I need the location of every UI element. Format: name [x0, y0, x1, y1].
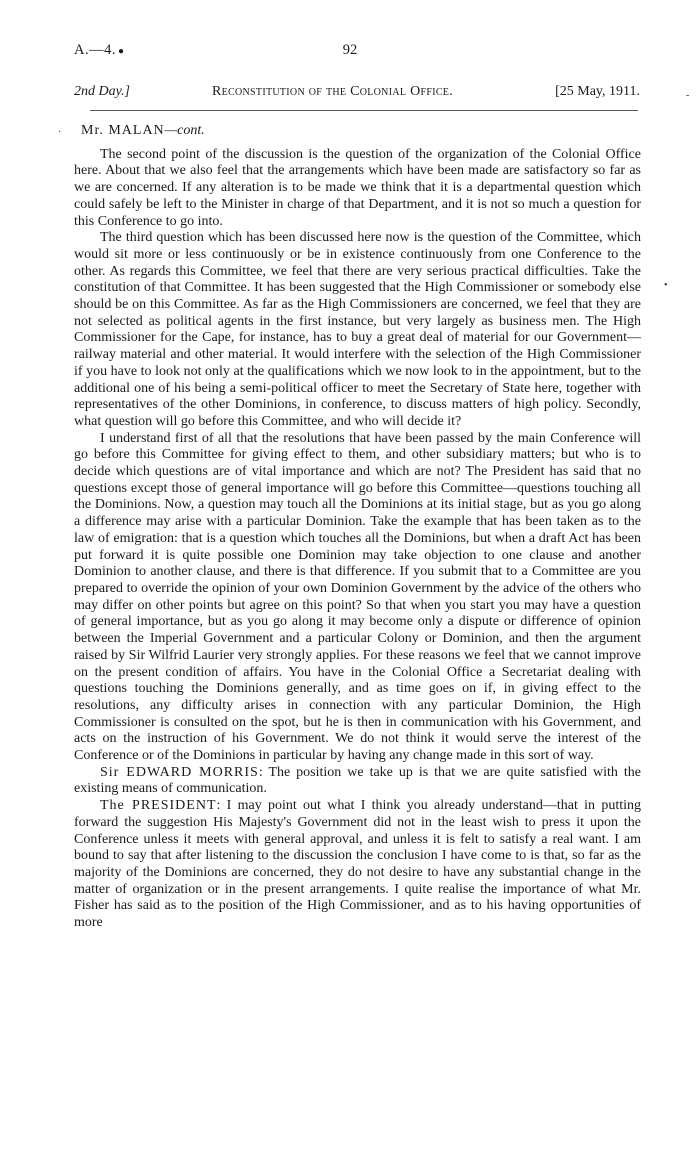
document-body [74, 123, 641, 932]
paragraph: I understand first of all that the resolutions that have been passed by the main Conference will go before this Committee for giving effect to them, and other subsidiary matters; but who is to decide which questions are of vital importance and which are not? The President has said that no questions except those of general importance will go before this Committee—questions touching all the Dominions. Now, a question may touch all the Dominions at its initial stage, but as you go along a difference may arise with a particular Dominion. Take the example that has been taken as to the law of emigration: that is a question which touches all the Dominions, but when a draft Act has been put forward it is quite possible one Dominion may take objection to one clause and another Dominion to another clause, and there is that difference. If you submit that to a Committee are you prepared to override the opinion of your own Dominion Government by the advice of the others who may differ on other points but agree on this point? So that when you start you may have a question of general importance, but as you go along it may become only a dispute or difference of opinion between the Imperial Government and a particular Colony or Dominion, and then the argument raised by Sir Wilfrid Laurier very strongly applies. For these reasons we feel that we cannot improve on the present condition of affairs. You have in the Colonial Office a Secretariat dealing with questions touching the Dominions generally, and as time goes on if, in giving effect to the resolutions, any difficulty arises in connection with any particular Dominion, the High Commissioner is consulted on the spot, but he is then in communication with his Government, and acts on the instruction of his Government. We do not think it would serve the interest of the Conference or of the Dominions in particular by having any change made in this sort of way. [74, 430, 641, 764]
paragraph: The second point of the discussion is the question of the organization of the Colonial Office here. About that we also feel that the arrangements which have been made are satisfactory so far as we are concerned. If any alteration is to be made we think that it is a departmental question which could safely be left to the Minister in charge of that Department, and it is not so much a question for this Conference to go into. [74, 146, 641, 229]
speaker-president: The PRESIDENT [100, 798, 217, 814]
paragraph-morris: Sir EDWARD MORRIS: The position we take up is that we are quite satisfied with the existing means of communication. [74, 764, 641, 797]
page-number: 92 [342, 42, 358, 58]
bullet-mark: ● [117, 46, 125, 57]
paragraph-president: The PRESIDENT: I may point out what I think you already understand—that in putting forward the suggestion His Majesty's Government did not in the least wish to press it upon the Conference unless it meets with general approval, and unless it is felt to satisfy a real want. I am bound to say that after listening to the discussion the conclusion I have come to is that, so far as the majority of the Dominions are concerned, they do not desire to have any substantial change in the matter of organization or in the present arrangements. I quite realise the importance of what Mr. Fisher has said as to the position of the High Commissioner, and as to his having opportunities of more [74, 798, 641, 931]
running-title: Reconstitution of the Colonial Office. [212, 84, 454, 99]
paragraph: The third question which has been discussed here now is the question of the Committee, which would sit more or less continuously or be in existence continuously from one Conference to the other. As regards this Committee, we feel that there are very serious practical difficulties. Take the constitution of that Committee. It has been suggested that the High Commissioner or somebody else should be on this Committee. As far as the High Commissioners are concerned, we feel that they are not selected as political agents in the first instance, but very largely as business men. The High Commissioner for the Cape, for instance, has to buy a great deal of material for our Government—railway material and other material. It would interfere with the selection of the High Commissioner if you have to look not only at the qualifications which we now look to in the appointment, but to the additional one of his being a semi-political officer to meet the Secretary of State here, together with representatives of the other Dominions, in conference, to discuss matters of high policy. Secondly, what question will go before this Committee, and who will decide it? [74, 230, 641, 429]
day-label: 2nd Day.] [74, 84, 130, 99]
speaker-morris: Sir EDWARD MORRIS [100, 764, 259, 780]
header-rule [90, 110, 638, 111]
running-head [74, 84, 640, 106]
page-reference: A.—4. ● [74, 42, 125, 58]
date-label: [25 May, 1911. [555, 84, 640, 99]
margin-tick: · [58, 127, 62, 138]
margin-dot: • [664, 280, 668, 291]
edge-mark: - [686, 90, 690, 101]
speaker-heading: Mr. MALAN—cont. [81, 123, 205, 138]
